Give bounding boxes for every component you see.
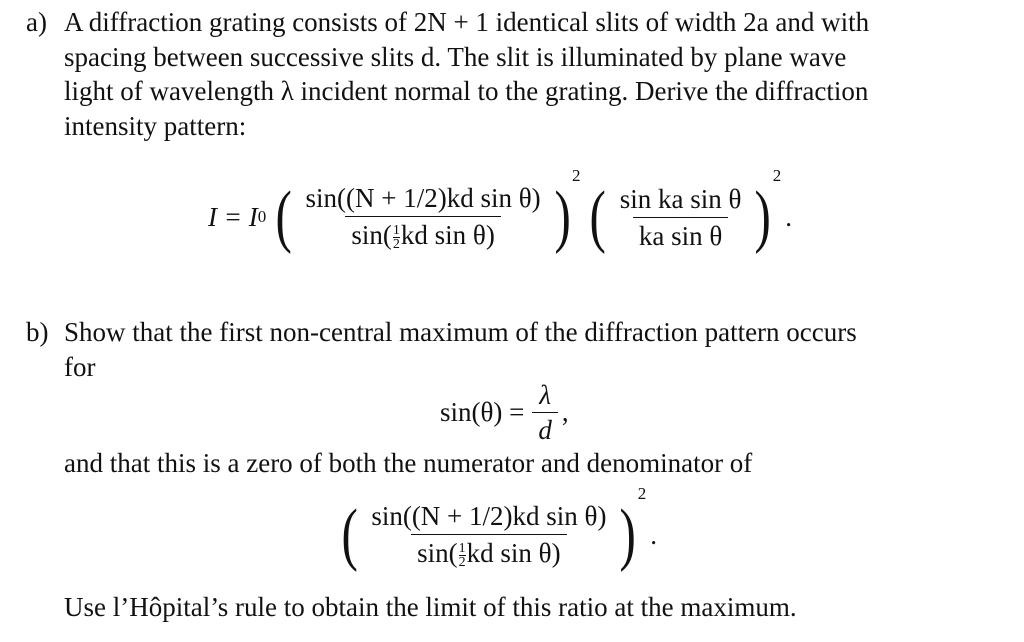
part-b-mid-text	[64, 446, 964, 481]
part-b-line-4: Use l’Hôpital’s rule to obtain the limit of this ratio at the maximum.	[64, 592, 797, 622]
right-paren-3: )	[619, 496, 637, 573]
lambda-numerator: λ	[539, 379, 551, 410]
left-paren-1: (	[275, 178, 293, 255]
one-half: $\frac{1}{2}$	[458, 541, 466, 571]
fraction-1-denominator: sin( $\frac{1}{2}$ kd sin θ)	[345, 216, 500, 251]
part-b-line-1: Show that the first non-central maximum of the diffraction pattern occurs	[64, 317, 857, 347]
right-paren-2: )	[754, 178, 772, 255]
fraction-3-numerator: sin((N + 1/2)kd sin θ)	[371, 500, 607, 531]
left-paren-2: (	[589, 178, 607, 255]
fraction-3	[365, 501, 612, 569]
part-a-text	[64, 5, 964, 143]
equation-end: .	[785, 201, 793, 232]
part-a-line-2: spacing between successive slits d. The slit is illuminated by plane wave	[64, 41, 847, 72]
maximum-condition-equation	[440, 380, 569, 444]
part-b-text	[64, 315, 964, 384]
right-paren-1: )	[554, 178, 571, 255]
exponent-3: 2	[637, 484, 647, 503]
exponent-2: 2	[772, 166, 782, 185]
eq1-lhs: sin(θ) =	[440, 396, 525, 427]
part-a-label: a)	[26, 7, 47, 37]
intensity-equation	[208, 166, 793, 262]
fraction-2-numerator: sin ka sin θ	[619, 183, 742, 214]
eq2-end: .	[650, 519, 658, 550]
fraction-2	[614, 184, 748, 251]
part-b-last-text	[64, 590, 964, 625]
eq-lhs-sub: 0	[257, 207, 267, 226]
ratio-equation	[338, 484, 658, 580]
one-half: $\frac{1}{2}$	[392, 223, 400, 253]
part-a-line-1: A diffraction grating consists of 2N + 1 identical slits of width 2a and with	[64, 7, 870, 37]
left-paren-3: (	[341, 496, 358, 573]
exponent-1: 2	[571, 166, 581, 185]
fraction-1	[300, 183, 547, 251]
lambda-over-d	[532, 381, 558, 444]
fraction-3-denominator: sin( $\frac{1}{2}$ kd sin θ)	[411, 534, 566, 569]
d-denominator: d	[532, 412, 558, 444]
part-a-line-4: intensity pattern:	[64, 110, 247, 141]
eq1-end: ,	[561, 396, 569, 427]
fraction-2-denominator: ka sin θ	[633, 217, 728, 251]
part-b	[26, 315, 976, 387]
part-b-label: b)	[26, 317, 49, 347]
part-b-line-3: and that this is a zero of both the numerator and denominator of	[64, 448, 753, 478]
part-a-line-3: light of wavelength λ incident normal to the grating. Derive the diffraction	[64, 76, 869, 106]
eq-lhs: I = I	[208, 201, 258, 232]
part-a	[26, 5, 976, 145]
part-b-line-2: for	[64, 351, 96, 382]
fraction-1-numerator: sin((N + 1/2)kd sin θ)	[305, 182, 541, 213]
